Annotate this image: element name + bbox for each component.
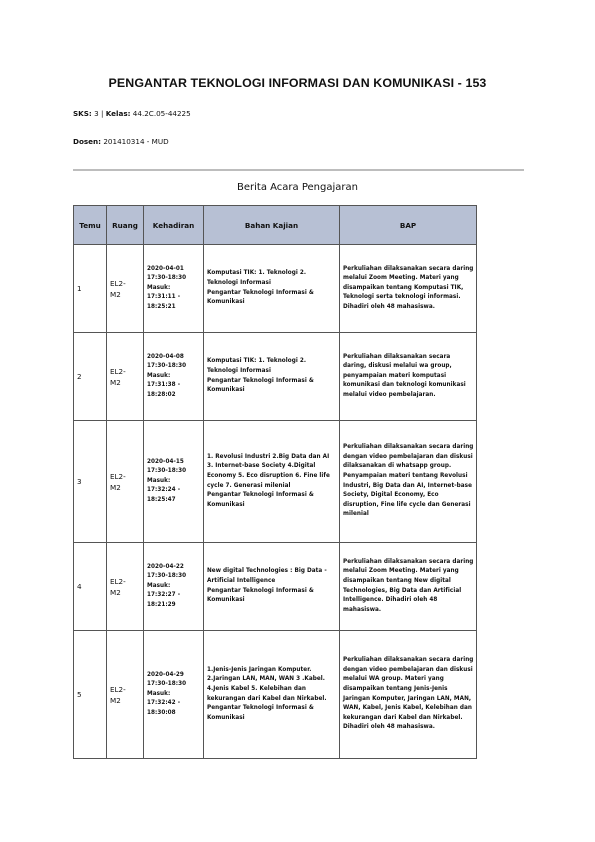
cell-ruang: EL2- M2 xyxy=(107,631,144,759)
divider xyxy=(73,169,524,171)
table-row xyxy=(74,631,477,759)
cell-kehadiran: 2020-04-01 17:30-18:30 Masuk: 17:31:11 - 18:25:21 xyxy=(144,245,204,333)
kelas-label: Kelas: xyxy=(105,109,131,118)
cell-ruang: EL2- M2 xyxy=(107,543,144,631)
cell-bahan-kajian: 1. Revolusi Industri 2.Big Data dan AI 3. Internet-base Society 4.Digital Economy 5. Eco disruption 6. Fine life cycle 7. Generasi milenial Pengantar Teknologi Informasi & Komunikasi xyxy=(204,421,340,543)
section-title: Berita Acara Pengajaran xyxy=(237,182,358,193)
header-kehadiran: Kehadiran xyxy=(144,206,204,245)
header-ruang: Ruang xyxy=(107,206,144,245)
cell-ruang: EL2- M2 xyxy=(107,333,144,421)
sks-value: 3 xyxy=(94,109,99,118)
cell-ruang: EL2- M2 xyxy=(107,245,144,333)
table-row xyxy=(74,543,477,631)
header-temu: Temu xyxy=(74,206,107,245)
cell-kehadiran: 2020-04-08 17:30-18:30 Masuk: 17:31:38 - 18:28:02 xyxy=(144,333,204,421)
cell-temu: 4 xyxy=(74,543,107,631)
cell-ruang: EL2- M2 xyxy=(107,421,144,543)
dosen-value: 201410314 - MUD xyxy=(103,137,169,146)
meta-separator: | xyxy=(100,109,104,118)
table-row xyxy=(74,245,477,333)
sks-label: SKS: xyxy=(73,109,92,118)
dosen-label: Dosen: xyxy=(73,137,102,146)
cell-bahan-kajian: Komputasi TIK: 1. Teknologi 2. Teknologi Informasi Pengantar Teknologi Informasi & Komunikasi xyxy=(204,245,340,333)
cell-kehadiran: 2020-04-29 17:30-18:30 Masuk: 17:32:42 - 18:30:08 xyxy=(144,631,204,759)
cell-temu: 1 xyxy=(74,245,107,333)
lecturer-meta xyxy=(73,137,169,146)
cell-temu: 5 xyxy=(74,631,107,759)
page-title: PENGANTAR TEKNOLOGI INFORMASI DAN KOMUNIKASI - 153 xyxy=(108,76,487,90)
course-meta xyxy=(73,109,191,118)
cell-bap: Perkuliahan dilaksanakan secara daring, diskusi melalui wa group, penyampaian materi komputasi komunikasi dan teknologi komunikasi melalui video pembelajaran. xyxy=(340,333,477,421)
cell-bahan-kajian: Komputasi TIK: 1. Teknologi 2. Teknologi Informasi Pengantar Teknologi Informasi & Komunikasi xyxy=(204,333,340,421)
cell-bap: Perkuliahan dilaksanakan secara daring melalui Zoom Meeting. Materi yang disampaikan tentang Komputasi TIK, Teknologi serta teknologi informasi. Dihadiri oleh 48 mahasiswa. xyxy=(340,245,477,333)
table-header-row xyxy=(74,206,477,245)
kelas-value: 44.2C.05-44225 xyxy=(132,109,191,118)
header-bahan-kajian: Bahan Kajian xyxy=(204,206,340,245)
cell-kehadiran: 2020-04-22 17:30-18:30 Masuk: 17:32:27 - 18:21:29 xyxy=(144,543,204,631)
cell-bahan-kajian: New digital Technologies : Big Data - Artificial Intelligence Pengantar Teknologi Informasi & Komunikasi xyxy=(204,543,340,631)
cell-temu: 2 xyxy=(74,333,107,421)
table-row xyxy=(74,333,477,421)
cell-temu: 3 xyxy=(74,421,107,543)
cell-bahan-kajian: 1.Jenis-Jenis Jaringan Komputer. 2.Jaringan LAN, MAN, WAN 3 .Kabel. 4.Jenis Kabel 5. Kelebihan dan kekurangan dari Kabel dan Nirkabel. Pengantar Teknologi Informasi & Komunikasi xyxy=(204,631,340,759)
table-row xyxy=(74,421,477,543)
cell-kehadiran: 2020-04-15 17:30-18:30 Masuk: 17:32:24 - 18:25:47 xyxy=(144,421,204,543)
cell-bap: Perkuliahan dilaksanakan secara daring dengan video pembelajaran dan diskusi melalui WA group. Materi yang disampaikan tentang Jenis-Jenis Jaringan Komputer, Jaringan LAN, MAN, WAN, Kabel, Jenis Kabel, Kelebihan dan kekurangan dari Kabel dan Nirkabel. Dihadiri oleh 48 mahasiswa. xyxy=(340,631,477,759)
cell-bap: Perkuliahan dilaksanakan secara daring melalui Zoom Meeting. Materi yang disampaikan tentang New digital Technologies, Big Data dan Artificial Intelligence. Dihadiri oleh 48 mahasiswa. xyxy=(340,543,477,631)
cell-bap: Perkuliahan dilaksanakan secara daring dengan video pembelajaran dan diskusi dilaksanakan di whatsapp group. Penyampaian materi tentang Revolusi Industri, Big Data dan AI, Internet-base Society, Digital Economy, Eco disruption, Fine life cycle dan Generasi milenial xyxy=(340,421,477,543)
teaching-log-table xyxy=(73,205,477,759)
header-bap: BAP xyxy=(340,206,477,245)
